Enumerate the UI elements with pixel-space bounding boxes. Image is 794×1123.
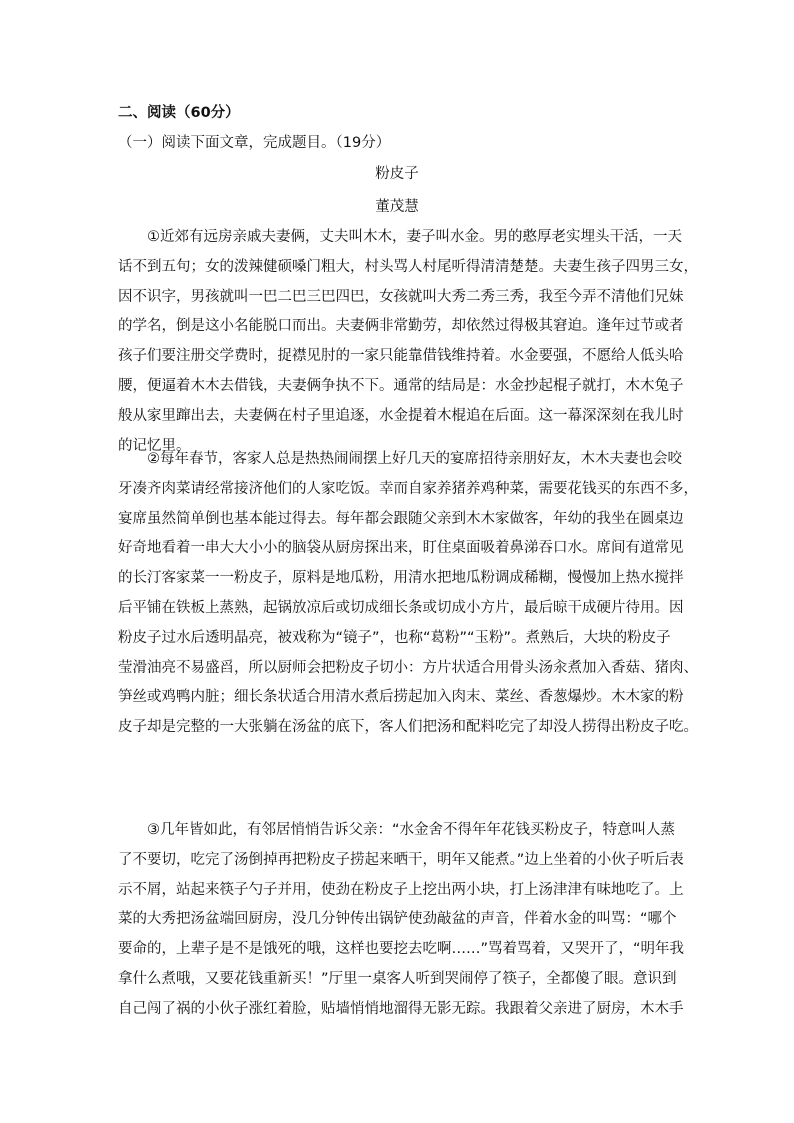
section-title: 二、阅读（60分） (118, 105, 240, 121)
paragraph-line: 莹滑油亮不易盛舀，所以厨师会把粉皮子切小：方片状适合用骨头汤汆煮加入香菇、猪肉、 (118, 659, 698, 676)
paragraph-line: 牙凑齐肉菜请经常接济他们的人家吃饭。幸而自家养猪养鸡种菜，需要花钱买的东西不多， (118, 480, 698, 497)
paragraph-line: 的长汀客家菜一一粉皮子，原料是地瓜粉，用清水把地瓜粉调成稀糊，慢慢加上热水搅拌 (118, 570, 684, 587)
paragraph-line: 的记忆里。 (118, 437, 191, 454)
paragraph-line: 的学名，倒是这小名能脱口而出。夫妻俩非常勤劳，却依然过得极其窘迫。逢年过节或者 (118, 318, 684, 335)
paragraph-line: 要命的，上辈子是不是饿死的哦，这样也要挖去吃啊……”骂着骂着，又哭开了，“明年我 (118, 941, 685, 958)
paragraph-line: 孩子们要注册交学费时，捉襟见肘的一家只能靠借钱维持着。水金要强，不愿给人低头哈 (118, 348, 684, 365)
paragraph-line: 粉皮子过水后透明晶亮，被戏称为“镜子”，也称“葛粉”“玉粉”。煮熟后，大块的粉皮子 (118, 629, 671, 646)
paragraph-line: ①近郊有远房亲戚夫妻俩，丈夫叫木木，妻子叫水金。男的憨厚老实埋头干活，一天 (147, 229, 682, 245)
article-author: 董茂慧 (375, 199, 419, 215)
paragraph-line: 笋丝或鸡鸭内脏；细长条状适合用清水煮后捞起加入肉末、菜丝、香葱爆炒。木木家的粉 (118, 689, 684, 706)
paragraph-line: 腰，便逼着木木去借钱，夫妻俩争执不下。通常的结局是：水金抄起棍子就打，木木兔子 (118, 377, 684, 394)
paragraph-line: ③几年皆如此，有邻居悄悄告诉父亲：“水金舍不得年年花钱买粉皮子，特意叫人蒸 (147, 822, 676, 838)
paragraph-1 (118, 223, 698, 461)
paragraph-3 (118, 816, 685, 1025)
paragraph-line: 后平铺在铁板上蒸熟，起锅放凉后或切成细长条或切成小方片，最后晾干成硬片待用。因 (118, 599, 684, 616)
paragraph-line: ②每年春节，客家人总是热热闹闹摆上好几天的宴席招待亲朋好友，木木夫妻也会咬 (147, 451, 682, 467)
question-intro: （一）阅读下面文章，完成题目。（19分） (118, 135, 391, 151)
paragraph-line: 好奇地看着一串大大小小的脑袋从厨房探出来，盯住桌面吸着鼻涕吞口水。席间有道常见 (118, 540, 684, 557)
paragraph-line: 般从家里蹿出去，夫妻俩在村子里追逐，水金提着木棍追在后面。这一幕深深刻在我儿时 (118, 407, 684, 424)
paragraph-line: 因不识字，男孩就叫一巴二巴三巴四巴，女孩就叫大秀二秀三秀，我至今弄不清他们兄妹 (118, 288, 684, 305)
paragraph-2 (118, 445, 698, 743)
paragraph-line: 了不要切，吃完了汤倒掉再把粉皮子捞起来晒干，明年又能煮。”边上坐着的小伙子听后表 (118, 851, 684, 868)
paragraph-line: 拿什么煮哦，又要花钱重新买！”厅里一桌客人听到哭闹停了筷子，全都傻了眼。意识到 (118, 970, 677, 987)
paragraph-line: 话不到五句；女的泼辣健硕嗓门粗大，村头骂人村尾听得清清楚楚。夫妻生孩子四男三女， (118, 258, 698, 275)
article-title: 粉皮子 (375, 166, 419, 182)
paragraph-line: 宴席虽然简单倒也基本能过得去。每年都会跟随父亲到木木家做客，年幼的我坐在圆桌边 (118, 510, 684, 527)
paragraph-line: 自己闯了祸的小伙子涨红着脸，贴墙悄悄地溜得无影无踪。我跟着父亲进了厨房，木木手 (118, 1000, 684, 1017)
paragraph-line: 示不屑，站起来筷子勺子并用，使劲在粉皮子上挖出两小块，打上汤津津有味地吃了。上 (118, 881, 684, 898)
paragraph-line: 菜的大秀把汤盆端回厨房，没几分钟传出锅铲使劲敲盆的声音，伴着水金的叫骂：“哪个 (118, 911, 677, 928)
paragraph-line: 皮子却是完整的一大张躺在汤盆的底下，客人们把汤和配料吃完了却没人捞得出粉皮子吃。 (118, 719, 698, 736)
